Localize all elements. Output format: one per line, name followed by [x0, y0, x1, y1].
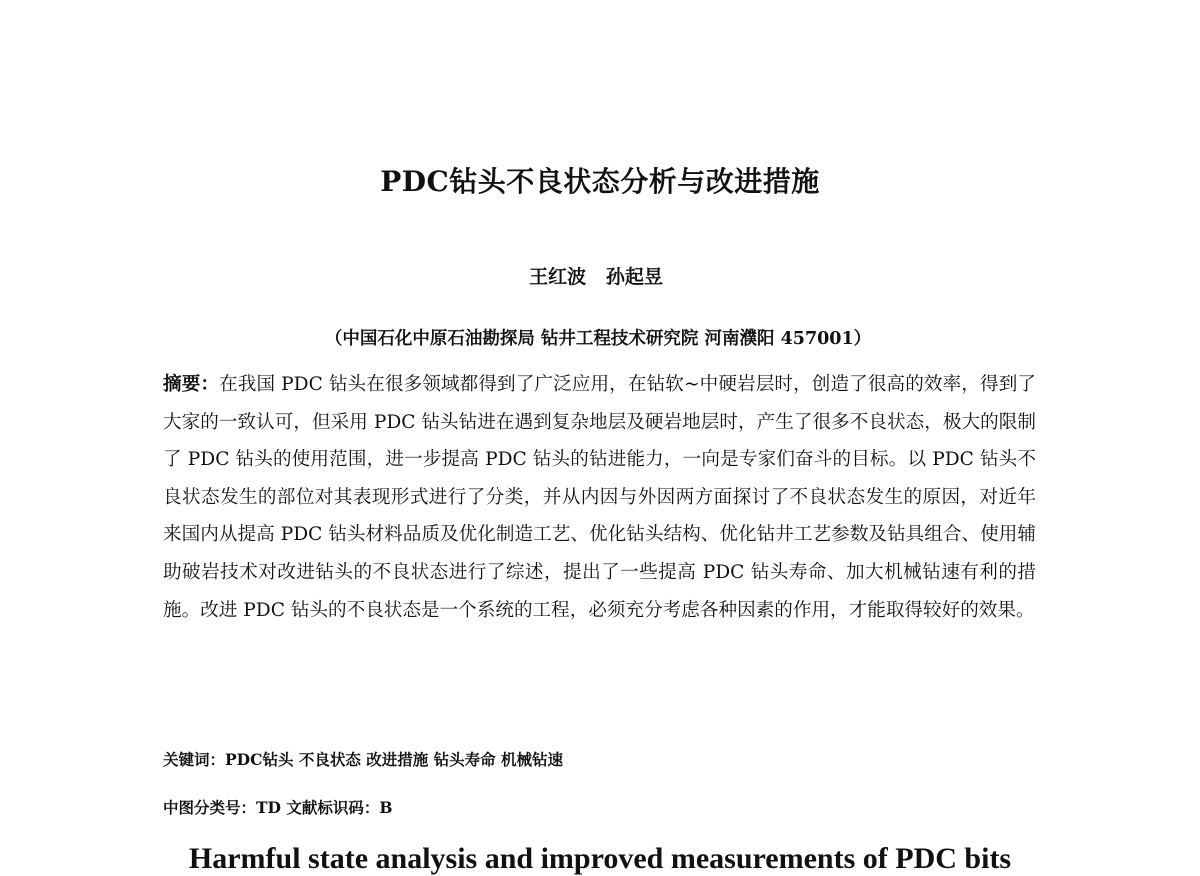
english-title: Harmful state analysis and improved measurements of PDC bits [188, 842, 1012, 875]
abstract-label: 摘要： [163, 374, 220, 395]
affiliation: （中国石化中原石油勘探局 钻井工程技术研究院 河南濮阳 457001） [324, 329, 872, 349]
keywords-label: 关键词： [163, 750, 226, 769]
abstract [163, 366, 1036, 629]
clc-label: 中图分类号： [163, 798, 257, 817]
author-list: 王红波 孙起昱 [529, 266, 663, 288]
abstract-text: 在我国 PDC 钻头在很多领域都得到了广泛应用，在钻软~中硬岩层时，创造了很高的效率，得到了大家的一致认可，但采用 PDC 钻头钻进在遇到复杂地层及硬岩地层时，产生了很多不良状态，极大的限制了 PDC 钻头的使用范围，进一步提高 PDC 钻头的钻进能力，一向是专家们奋斗的目标。以 PDC 钻头不良状态发生的部位对其表现形式进行了分类，并从内因与外因两方面探讨了不良状态发生的原因，对近年来国内从提高 PDC 钻头材料品质及优化制造工艺、优化钻头结构、优化钻井工艺参数及钻具组合、使用辅助破岩技术对改进钻头的不良状态进行了综述，提出了一些提高 PDC 钻头寿命、加大机械钻速有利的措施。改进 PDC 钻头的不良状态是一个系统的工程，必须充分考虑各种因素的作用，才能取得较好的效果。 [163, 374, 1036, 621]
classification-line [163, 796, 393, 818]
clc-value: TD 文献标识码：B [256, 798, 393, 817]
paper-title: PDC钻头不良状态分析与改进措施 [380, 165, 820, 198]
keywords-line [163, 748, 563, 770]
keywords-value: PDC钻头 不良状态 改进措施 钻头寿命 机械钻速 [225, 750, 564, 769]
